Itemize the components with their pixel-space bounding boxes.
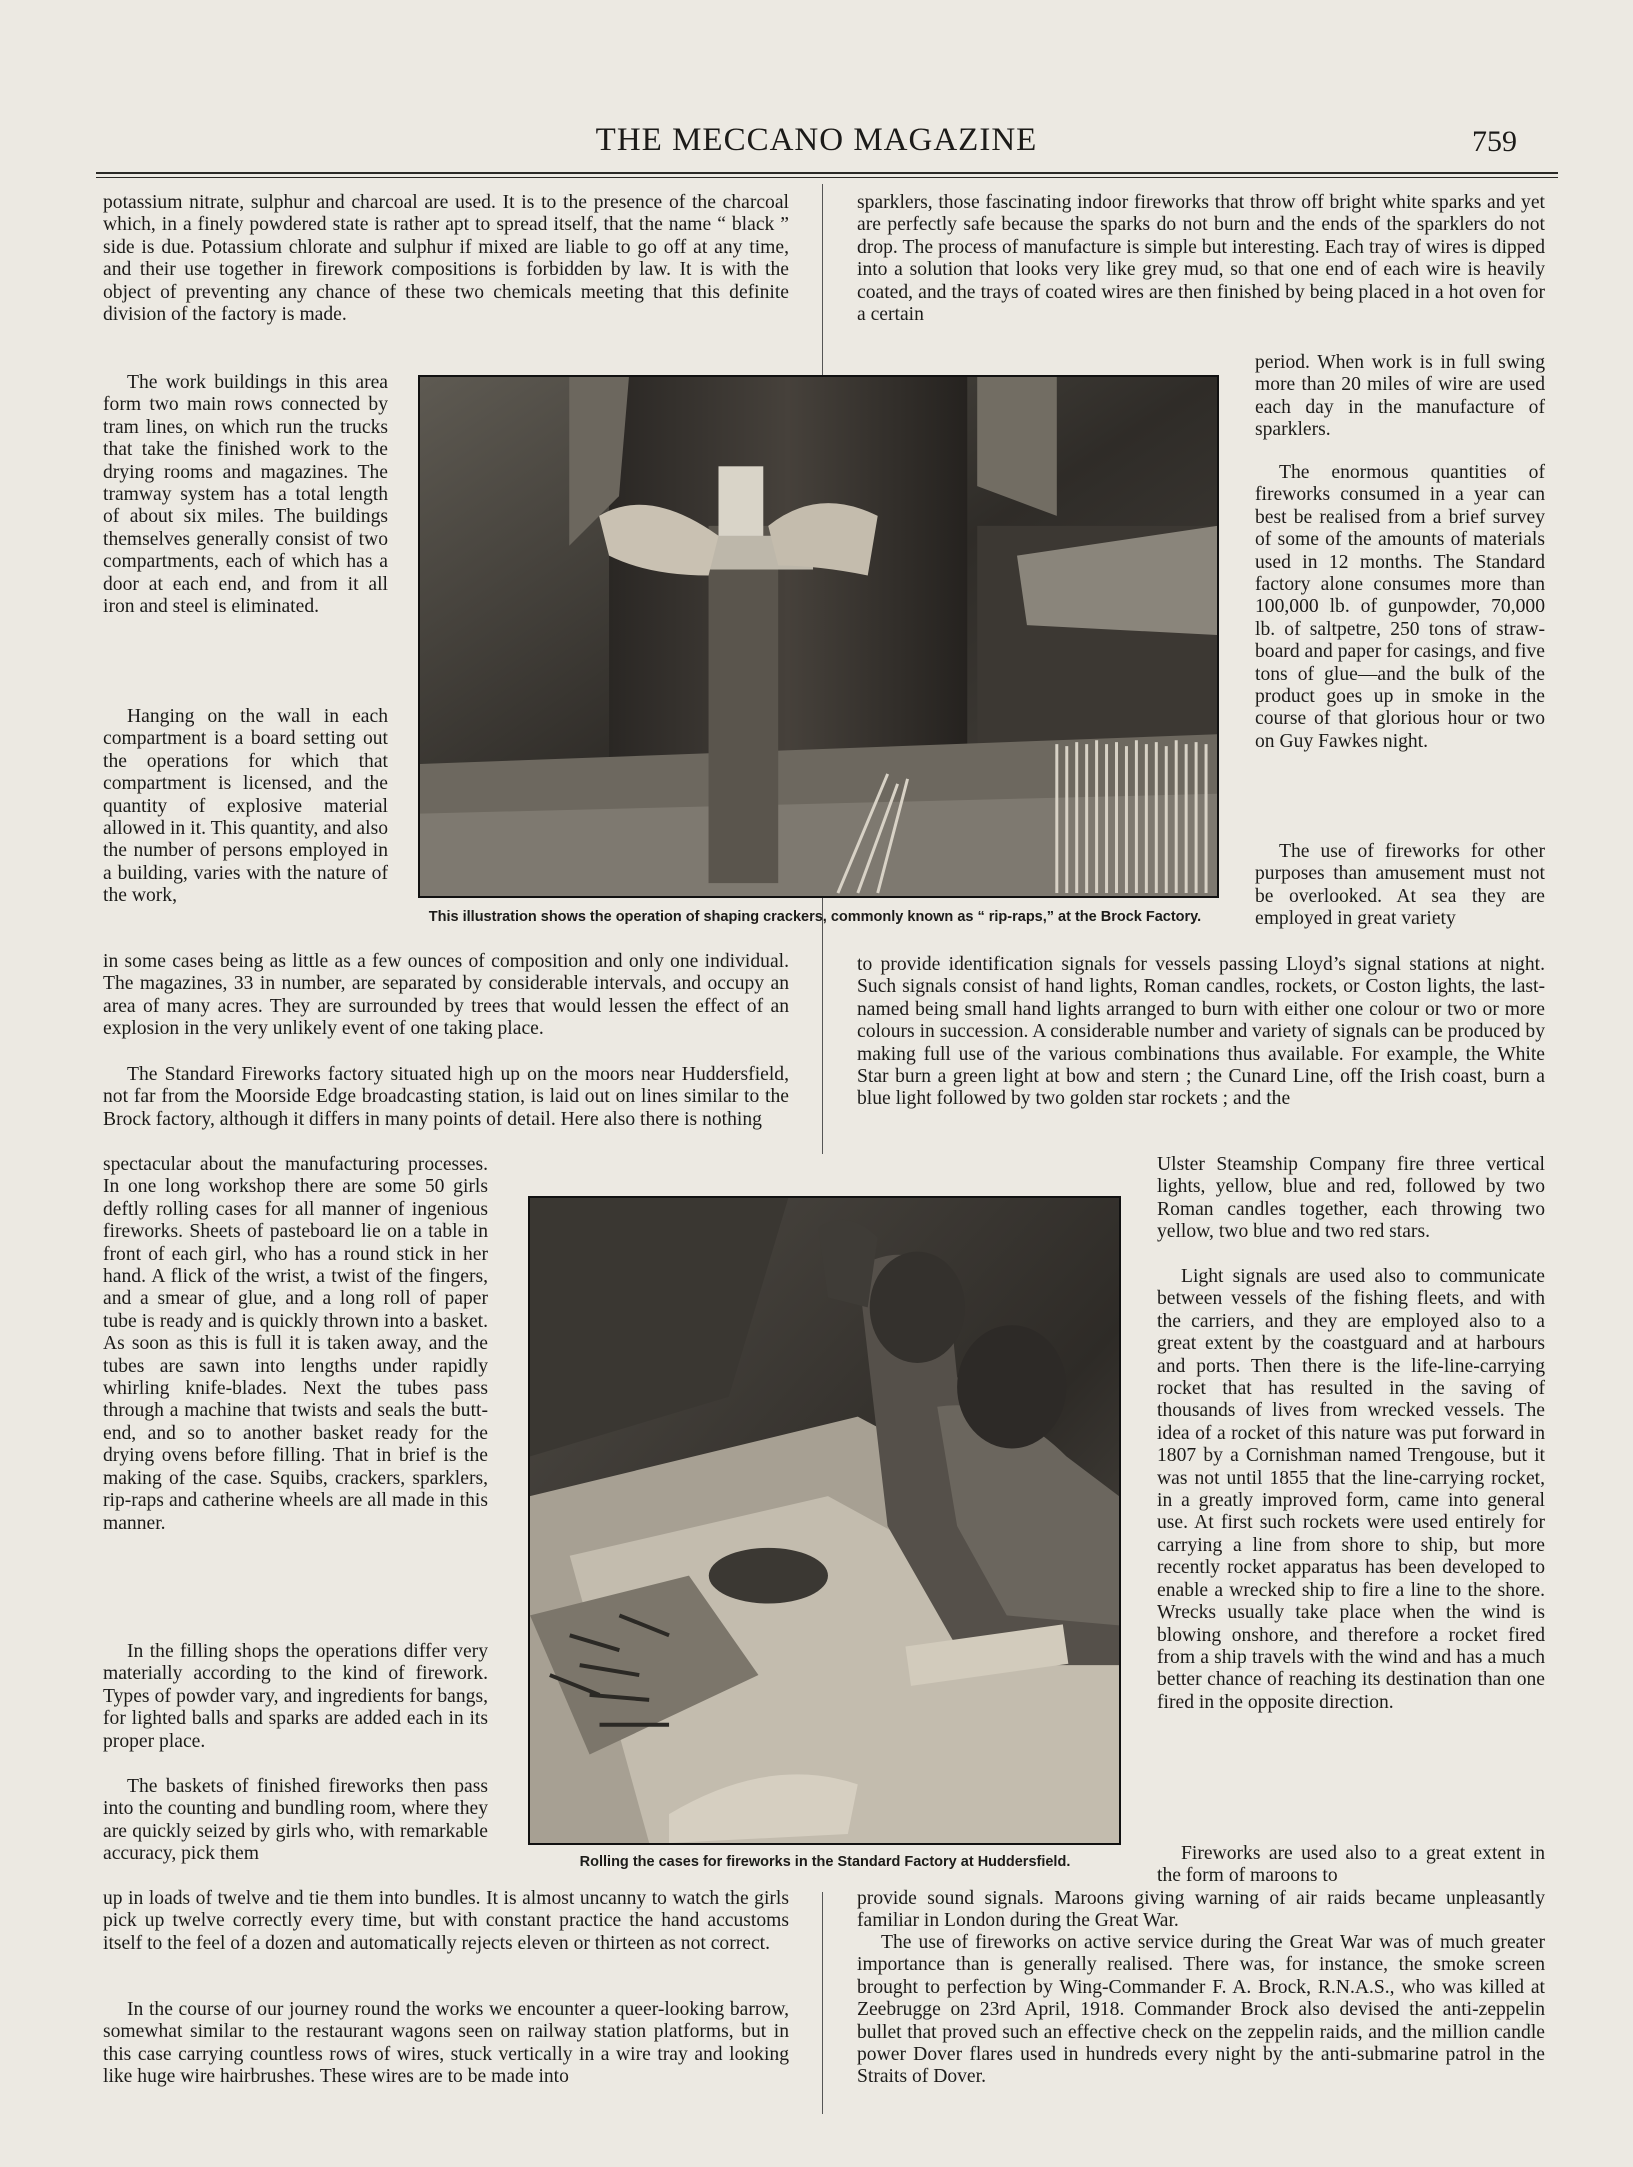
page-number: 759	[1472, 125, 1517, 158]
paragraph: Light signals are used also to communicate between vessels of the fishing fleets, and with the carriers, and they are employed also to a great extent by the coastguard and at harbours and ports. Then there is the life-line-carrying rocket that has resulted in the saving of thousands of lives from wrecked vessels. The idea of a rocket of this nature was put forward in 1807 by a Cornishman named Trengouse, but it was not until 1855 that the line-carrying rocket, in a greatly improved form, came into general use. At first such rockets were used entirely for carrying a line from shore to ship, but more recently rocket apparatus has been developed to enable a wrecked ship to fire a line to the shore. Wrecks usually take place when the wind is blowing onshore, and therefore a rocket fired from a ship travels with the wind and has a much better chance of reaching its destination than one fired in the opposite direction.	[1157, 1266, 1545, 1713]
paragraph: The use of fireworks on active service during the Great War was of much greater importance than is generally realised. There was, for instance, the smoke screen brought to perfection by Wing-Commander F. A. Brock, R.N.A.S., who was killed at Zeebrugge on 23rd April, 1918. Commander Brock also devised the anti-zeppelin bullet that proved such an effective check on the zeppelin raids, and the million candle power Dover flares used in hundreds every night by the anti-submarine patrol in the Straits of Dover.	[857, 1932, 1545, 2088]
rip-raps-photo-art	[420, 377, 1217, 896]
paragraph: to provide identification signals for vessels passing Lloyd’s signal stations at night. Such signals consist of hand lights, Roman candles, rockets, or Coston lights, the last-named being small hand lights arranged to burn with either one colour or two or more colours in succession. A considerable number and variety of signals can be produced by making full use of the various combinations thus available. For example, the White Star burn a green light at bow and stern ; the Cunard Line, off the Irish coast, burn a blue light followed by two golden star rockets ; and the	[857, 954, 1545, 1110]
paragraph: The enormous quantities of fireworks consumed in a year can best be realised from a brief survey of some of the amounts of materials used in 12 months. The Standard factory alone consumes more than 100,000 lb. of gunpowder, 70,000 lb. of saltpetre, 250 tons of straw-board and paper for casings, and five tons of glue—and the bulk of the product goes up in smoke in the course of that glorious hour or two on Guy Fawkes night.	[1255, 462, 1545, 752]
paragraph: The baskets of finished fireworks then pass into the counting and bundling room, where they are quickly seized by girls who, with remarkable accuracy, pick them	[103, 1776, 488, 1865]
top-figure-caption: This illustration shows the operation of shaping crackers, commonly known as “ rip-raps,” at the Brock Factory.	[428, 909, 1202, 925]
paragraph: Hanging on the wall in each compartment is a board setting out the operations for which that compartment is licensed, and the quantity of explosive material allowed in it. This quantity, and also the number of persons employed in a building, varies with the nature of the work,	[103, 706, 388, 907]
header-rule-thin	[96, 177, 1558, 178]
paragraph: up in loads of twelve and tie them into bundles. It is almost uncanny to watch the girls pick up twelve correctly every time, but with constant practice the hand accustoms itself to the feel of a dozen and automatically rejects eleven or thirteen as not correct.	[103, 1888, 789, 1954]
column-divider-lower	[822, 1892, 823, 2114]
paragraph: The use of fireworks for other purposes than amusement must not be overlooked. At sea they are employed in great variety	[1255, 841, 1545, 930]
paragraph: potassium nitrate, sulphur and charcoal are used. It is to the presence of the charcoal which, in a finely powdered state is rather apt to spread itself, that the name “ black ” side is due. Potassium chlorate and sulphur if mixed are liable to go off at any time, and their use together in firework compositions is forbidden by law. It is with the object of preventing any chance of these two chemicals meeting that this definite division of the factory is made.	[103, 192, 789, 326]
paragraph: The work buildings in this area form two main rows connected by tram lines, on which run the trucks that take the finished work to the drying rooms and magazines. The tramway system has a total length of about six miles. The buildings themselves generally consist of two compartments, each of which has a door at each end, and from it all iron and steel is eliminated.	[103, 372, 388, 618]
rolling-cases-photo-art	[530, 1198, 1119, 1843]
rolling-cases-photo	[528, 1196, 1121, 1845]
magazine-title: THE MECCANO MAGAZINE	[595, 122, 1038, 158]
paragraph: provide sound signals. Maroons giving warning of air raids became unpleasantly familiar in London during the Great War.	[857, 1888, 1545, 1932]
paragraph: Fireworks are used also to a great extent in the form of maroons to	[1157, 1843, 1545, 1887]
paragraph: sparklers, those fascinating indoor fireworks that throw off bright white sparks and yet are perfectly safe because the sparks do not burn and the ends of the sparklers do not drop. The process of manufacture is simple but interesting. Each tray of wires is dipped into a solution that looks very like grey mud, so that one end of each wire is heavily coated, and the trays of coated wires are then finished by being placed in a hot oven for a certain	[857, 192, 1545, 326]
header-rule	[96, 172, 1558, 174]
paragraph: in some cases being as little as a few ounces of composition and only one individual. The magazines, 33 in number, are separated by considerable intervals, and occupy an area of many acres. They are surrounded by trees that would lessen the effect of an explosion in the very unlikely event of one taking place.	[103, 951, 789, 1040]
rip-raps-photo	[418, 375, 1219, 898]
paragraph: Ulster Steamship Company fire three vertical lights, yellow, blue and red, followed by two Roman candles together, each throwing two yellow, two blue and two red stars.	[1157, 1154, 1545, 1243]
paragraph: The Standard Fireworks factory situated high up on the moors near Huddersfield, not far from the Moorside Edge broadcasting station, is laid out on lines similar to the Brock factory, although it differs in many points of detail. Here also there is nothing	[103, 1064, 789, 1130]
paragraph: In the filling shops the operations differ very materially according to the kind of firework. Types of powder vary, and ingredients for bangs, for lighted balls and sparks are added each in its proper place.	[103, 1641, 488, 1752]
paragraph: period. When work is in full swing more than 20 miles of wire are used each day in the manufacture of sparklers.	[1255, 352, 1545, 441]
paragraph: In the course of our journey round the works we encounter a queer-looking barrow, somewhat similar to the restaurant wagons seen on railway station platforms, but in this case carrying countless rows of wires, stuck vertically in a wire tray and looking like huge wire hairbrushes. These wires are to be made into	[103, 1999, 789, 2088]
paragraph: spectacular about the manufacturing processes. In one long workshop there are some 50 girls deftly rolling cases for all manner of ingenious fireworks. Sheets of pasteboard lie on a table in front of each girl, who has a round stick in her hand. A flick of the wrist, a twist of the fingers, and a smear of glue, and a long roll of paper tube is ready and is quickly thrown into a basket. As soon as this is full it is taken away, and the tubes are sawn into lengths under rapidly whirling knife-blades. Next the tubes pass through a machine that twists and seals the butt-end, and so to another basket ready for the drying ovens before filling. That in brief is the making of the case. Squibs, crackers, sparklers, rip-raps and catherine wheels are all made in this manner.	[103, 1154, 488, 1534]
bottom-figure-caption: Rolling the cases for fireworks in the Standard Factory at Huddersfield.	[579, 1854, 1071, 1870]
